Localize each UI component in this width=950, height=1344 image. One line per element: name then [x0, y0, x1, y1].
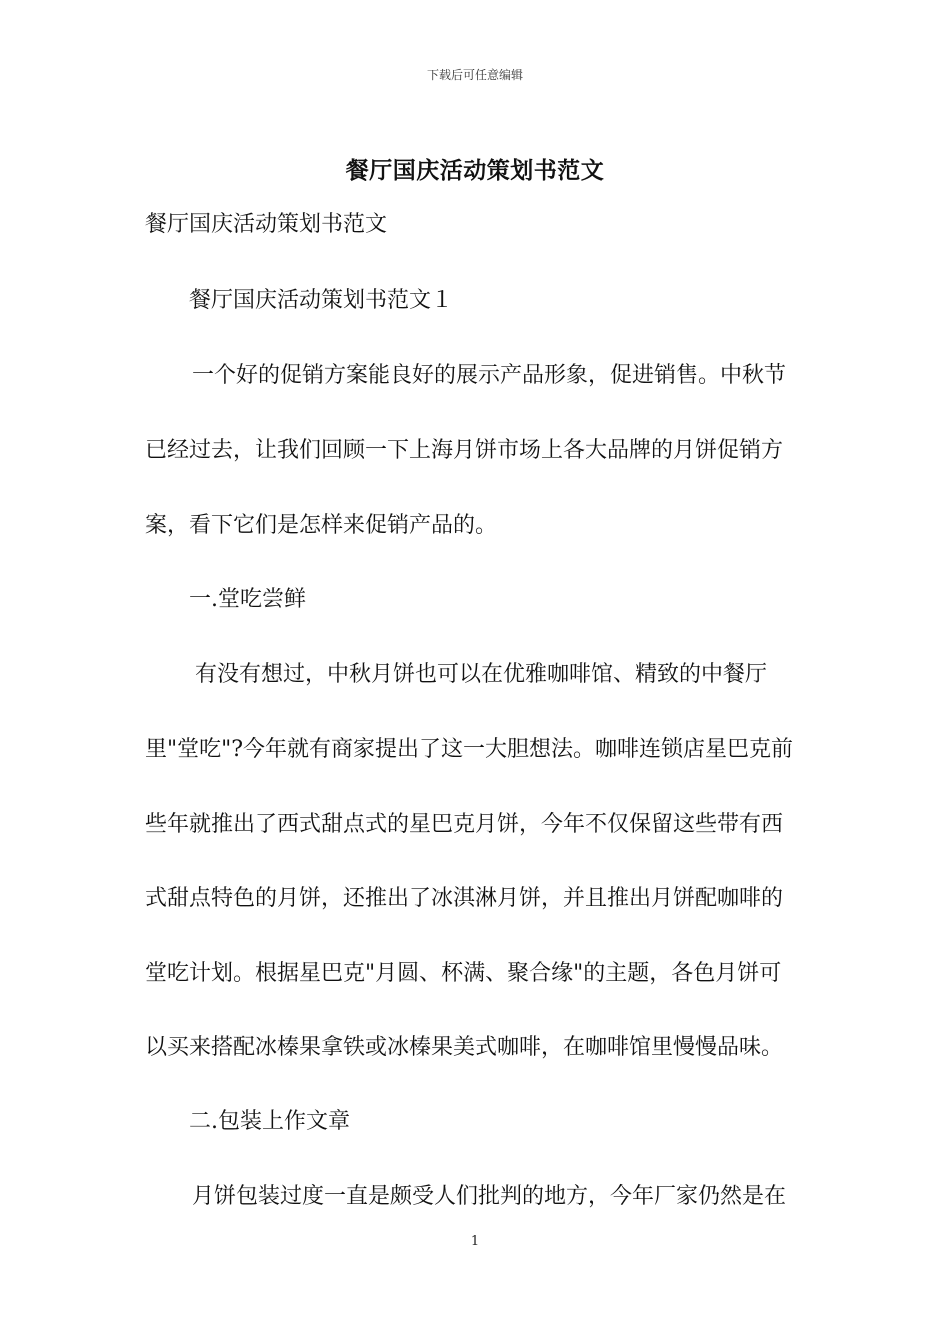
paragraph-line: 月饼包装过度一直是颇受人们批判的地方，今年厂家仍然是在 — [192, 1184, 787, 1209]
section-heading-1: 餐厅国庆活动策划书范文１ — [189, 288, 454, 313]
page-number: 1 — [470, 1234, 480, 1249]
paragraph-line: 有没有想过，中秋月饼也可以在优雅咖啡馆、精致的中餐厅 — [195, 662, 768, 687]
header-note: 下载后可任意编辑 — [426, 68, 523, 82]
subheading-tang-chi: 一.堂吃尝鲜 — [189, 587, 306, 612]
paragraph-line: 已经过去，让我们回顾一下上海月饼市场上各大品牌的月饼促销方 — [145, 438, 784, 463]
paragraph-line: 案，看下它们是怎样来促销产品的。 — [145, 513, 498, 538]
paragraph-line: 堂吃计划。根据星巴克"月圆、杯满、聚合缘"的主题，各色月饼可 — [145, 961, 782, 986]
subtitle-line: 餐厅国庆活动策划书范文 — [145, 212, 388, 237]
paragraph-line: 些年就推出了西式甜点式的星巴克月饼，今年不仅保留这些带有西 — [145, 812, 784, 837]
subheading-packaging: 二.包装上作文章 — [189, 1109, 350, 1134]
paragraph-line: 一个好的促销方案能良好的展示产品形象，促进销售。中秋节 — [192, 363, 787, 388]
paragraph-line: 里"堂吃"?今年就有商家提出了这一大胆想法。咖啡连锁店星巴克前 — [145, 737, 794, 762]
paragraph-line: 式甜点特色的月饼，还推出了冰淇淋月饼，并且推出月饼配咖啡的 — [145, 886, 784, 911]
paragraph-line: 以买来搭配冰榛果拿铁或冰榛果美式咖啡，在咖啡馆里慢慢品味。 — [145, 1035, 784, 1060]
document-title: 餐厅国庆活动策划书范文 — [345, 157, 605, 184]
